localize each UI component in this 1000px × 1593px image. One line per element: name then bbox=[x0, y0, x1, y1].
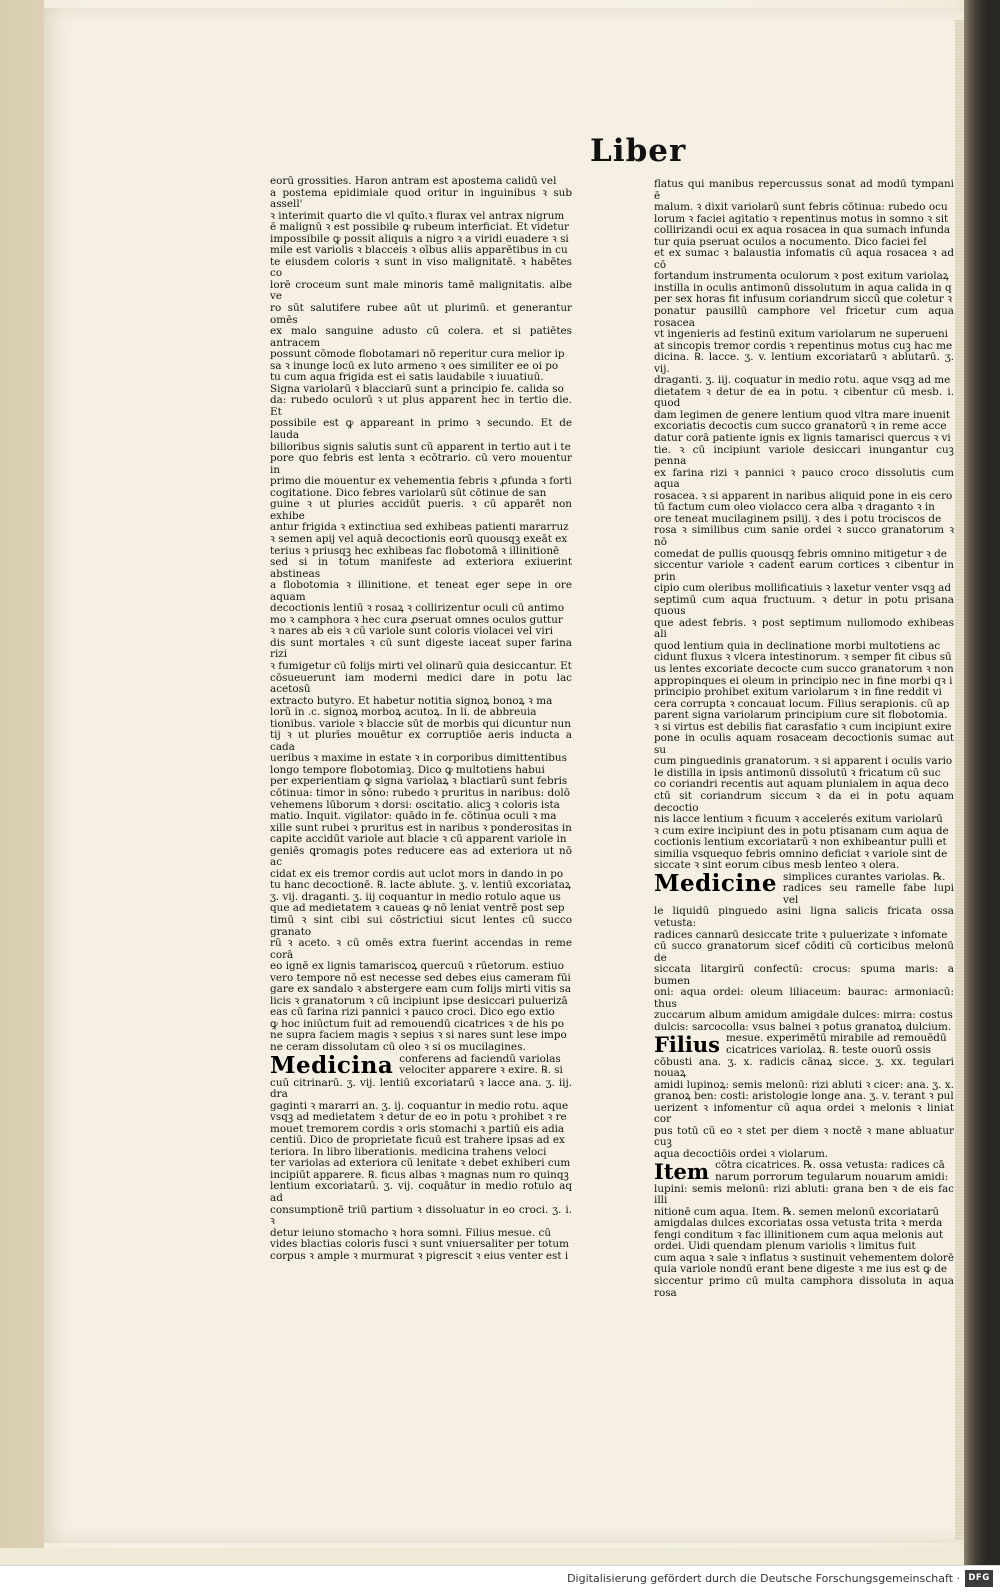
medicine-side-text bbox=[783, 872, 954, 907]
text-line: Signa variolarū ꝛ blacciarū sunt a principio fe. calida so bbox=[270, 382, 564, 395]
text-line: possibile est ꝙ appareant in primo ꝛ secundo. Et de lauda bbox=[270, 417, 572, 442]
text-line: velociter apparere ꝛ exire. ℞. si bbox=[399, 1064, 563, 1077]
medicine-rubric bbox=[654, 869, 954, 907]
text-line: cōsueuerunt iam moderni medici dare in potu lac acetosū bbox=[270, 671, 572, 696]
text-line: le liquidū pinguedo asini ligna salicis fricata ossa vetusta: bbox=[654, 905, 954, 929]
text-line: tij ꝛ ut plurīes mouētur ex corruptiōe aeris inducta a cada bbox=[270, 729, 572, 753]
text-line: centiū. Dico de proprietate ficuū est trahere ipsas ad ex bbox=[270, 1134, 565, 1147]
text-line: incipiūt apparere. ℞. ficus albas ꝛ magnas num ro quinqꝫ bbox=[270, 1168, 569, 1181]
text-line: bilioribus signis salutis sunt cū apparent in tertio aut i te bbox=[270, 440, 571, 453]
text-line: oni: aqua ordei: oleum liliaceum: baurac: armoniacū: thus bbox=[654, 986, 954, 1010]
text-line: et ex sumac ꝛ balaustia infomatis cū aqua rosacea ꝛ ad cō bbox=[654, 247, 954, 271]
medicine-heading: Medicine bbox=[654, 869, 778, 897]
text-line: eo ignē ex lignis tamariscoꝝ quercuū ꝛ rūetorum. estiuo bbox=[270, 960, 564, 973]
text-line: que ad medietatem ꝛ caueas ꝙ nō leniat ventrē post sep bbox=[270, 902, 565, 915]
text-line: cū succo granatorum sicef cōditi cū corticibus melonū de bbox=[654, 940, 954, 964]
text-line: amigdalas dulces excoriatas ossa vetusta trita ꝛ merda bbox=[654, 1217, 943, 1230]
text-line: conferens ad faciendū variolas bbox=[399, 1052, 561, 1065]
text-line: vero tempore nō est necesse sed debes eius cameram fūi bbox=[270, 971, 571, 984]
text-line: mile est variolis ꝛ blacceis ꝛ oībus aliis apparētibus in cu bbox=[270, 244, 568, 257]
text-line: siccate ꝛ sint eorum cibus mesb lenteo ꝛ olera. bbox=[654, 859, 900, 872]
text-line: radices seu ramelle fabe lupi vel bbox=[783, 882, 954, 906]
text-line: cogitatione. Dico febres variolarū sūt cōtinue de san bbox=[270, 486, 547, 499]
right-column-lines-end bbox=[654, 1184, 954, 1299]
text-line: comedat de pullis quousqꝫ febris omnino mitigetur ꝛ de bbox=[654, 547, 947, 560]
text-line: quod lentium quia in declinatione morbi multotiens ac bbox=[654, 639, 941, 652]
text-line: ordei. Uidi quendam plenum variolis ꝛ limitus fuit bbox=[654, 1240, 916, 1253]
right-column-lines-mid2 bbox=[654, 1057, 954, 1161]
text-line: a flobotomia ꝛ illinitione. et teneat eger sepe in ore aquam bbox=[270, 579, 572, 603]
text-line: siccentur primo cū multa camphora dissoluta in aqua rosa bbox=[654, 1274, 954, 1299]
right-column-lines bbox=[654, 179, 954, 872]
text-line: tur quia pseruat oculos a nocumento. Dico faciei fel bbox=[654, 235, 927, 248]
text-line: ore teneat mucilaginem psilij. ꝛ des i potu trociscos de bbox=[654, 512, 942, 525]
text-line: extracto butyro. Et habetur notitia signoꝝ bonoꝝ ꝛ ma bbox=[270, 694, 553, 707]
text-line: ʒ. vij. draganti. ʒ. iij coquantur in medio rotulo aque us bbox=[270, 890, 561, 903]
text-line: granoꝝ ben: costi: aristologie longe ana. ʒ. v. terant ꝛ pul bbox=[654, 1090, 954, 1103]
text-line: simplices curantes variolas. ℞. bbox=[783, 870, 946, 883]
left-column-lines-after bbox=[270, 1078, 572, 1263]
right-text-column bbox=[654, 179, 954, 1299]
text-line: gare ex sandalo ꝛ abstergere eam cum folijs mirti vitis sa bbox=[270, 983, 572, 996]
text-line: cuū citrinarū. ʒ. vij. lentiū excoriatarū ꝛ lacce ana. ʒ. iij. dra bbox=[270, 1076, 572, 1101]
text-line: mo ꝛ camphora ꝛ hec cura ꝓseruat omnes oculos guttur bbox=[270, 613, 563, 626]
text-line: siccentur variole ꝛ cadent earum cortices ꝛ cibentur in prin bbox=[654, 559, 954, 583]
text-line: vt ingenieris ad festinū exitum variolarum ne superueni bbox=[654, 328, 949, 341]
text-line: per experientiam ꝙ signa variolaꝝ ꝛ blactiarū sunt febris bbox=[270, 775, 568, 788]
text-line: lupini: semis melonū: rizi abluti: grana ben ꝛ de eis fac illi bbox=[654, 1182, 954, 1207]
text-line: ꝛ nares ab eis ꝛ cū variole sunt coloris violacei vel viri bbox=[270, 625, 554, 638]
text-line: ne ceram dissolutam cū oleo ꝛ si os mucilagines. bbox=[270, 1041, 526, 1054]
text-line: lorē croceum sunt male minoris tamē malignitatis. albe ve bbox=[270, 278, 572, 303]
text-line: impossibile ꝙ possit aliquis a nigro ꝛ a viridi euadere ꝛ si bbox=[270, 232, 569, 245]
left-text-column bbox=[270, 176, 572, 1262]
text-line: amidi lupinoꝝ: semis melonū: rizi abluti ꝛ cicer: ana. ʒ. x. bbox=[654, 1078, 954, 1091]
filius-heading: Filius bbox=[654, 1032, 720, 1058]
left-column-lines bbox=[270, 176, 572, 1054]
item-side-text bbox=[715, 1160, 954, 1183]
text-line: cum aqua ꝛ sale ꝛ inflatus ꝛ sustinuit vehementem dolorē bbox=[654, 1251, 955, 1264]
text-line: pore quo febris est lenta ꝛ ecōtrario. cū vero mouentur in bbox=[270, 452, 572, 476]
text-line: tu cum aqua frigida est ei satis laudabile ꝛ iuuatiuū. bbox=[270, 371, 544, 384]
text-line: ueribus ꝛ maxime in estate ꝛ in corporibus dimittentibus bbox=[270, 752, 567, 765]
text-line: draganti. ʒ. iij. coquatur in medio rotu. aque vsqꝫ ad me bbox=[654, 374, 951, 387]
text-line: cōbusti ana. ʒ. x. radicis cānaꝝ sicce. ʒ. xx. tegulari nouaꝝ bbox=[654, 1055, 954, 1080]
text-line: tie. ꝛ cū incipiunt variole desiccari inungantur cuꝫ penna bbox=[654, 443, 954, 468]
text-line: nis lacce lentium ꝛ ficuum ꝛ accelerés exitum variolarū bbox=[654, 813, 943, 826]
text-line: ꝛ interimit quarto die vl quīto.ꝛ flurax vel antrax nigrum bbox=[270, 209, 565, 222]
text-line: ro sūt salutifere rubee aūt ut plurimū. et generantur omēs bbox=[270, 302, 572, 326]
text-line: ex farina rizi ꝛ pannici ꝛ pauco croco dissolutis cum aqua bbox=[654, 466, 954, 491]
text-line: siccata litargirū confectū: crocus: spuma maris: a bumen bbox=[654, 963, 954, 987]
text-line: ꝛ fumigetur cū folijs mirti vel olinarū quia desiccantur. Et bbox=[270, 659, 572, 672]
text-line: tionibus. variole ꝛ blaccie sūt de morbis qui dicuntur nun bbox=[270, 717, 571, 730]
text-line: ꝙ hoc iniūctum fuit ad remouendū cicatrices ꝛ de his po bbox=[270, 1017, 565, 1030]
text-line: cōtinua: timor in sōno: rubedo ꝛ pruritus in naribus: dolō bbox=[270, 786, 570, 799]
text-line: mouet tremorem cordis ꝛ oris stomachi ꝛ partiū eis adia bbox=[270, 1122, 565, 1135]
item-rubric bbox=[654, 1160, 954, 1183]
text-line: lentium excoriatarū. ʒ. vij. coquātur in medio rotulo aq ad bbox=[270, 1180, 572, 1205]
footer-bar bbox=[0, 1565, 1000, 1593]
text-line: per sex horas fit infusum coriandrum siccū que coletur ꝛ bbox=[654, 293, 953, 306]
text-line: dicina. ℞. lacce. ʒ. v. lentium excoriatarū ꝛ ablutarū. ʒ. vij. bbox=[654, 351, 954, 375]
item-heading: Item bbox=[654, 1159, 710, 1185]
text-line: dis sunt mortales ꝛ cū sunt digeste iaceat super farina rizi bbox=[270, 636, 572, 661]
text-line: flatus qui manibus repercussus sonat ad modū tympani ē bbox=[654, 178, 954, 202]
text-line: principio prohibet exitum variolarum ꝛ in fine reddit vi bbox=[654, 686, 942, 699]
text-line: cidunt fluxus ꝛ vlcera intestinorum. ꝛ semper fit cibus sū bbox=[654, 651, 952, 664]
text-line: possunt cōmode flobotamari nō reperitur cura melior ip bbox=[270, 348, 565, 361]
text-line: radices cannarū desiccate trite ꝛ puluerizate ꝛ infomate bbox=[654, 928, 948, 941]
text-line: eorū grossities. Haron antram est apostema calidū vel bbox=[270, 175, 557, 187]
text-line: cum pinguedinis granatorum. ꝛ si apparent i oculis vario bbox=[654, 755, 953, 768]
text-line: matio. Inquit. vigilator: quādo in fe. cōtinua oculi ꝛ ma bbox=[270, 810, 557, 823]
text-line: ctū sit coriandrum siccum ꝛ da ei in potu aquam decoctio bbox=[654, 789, 954, 814]
text-line: ter variolas ad exteriora cū lenitate ꝛ debet exhiberi cum bbox=[270, 1157, 571, 1170]
text-line: teriora. In libro liberationis. medicina trahens veloci bbox=[270, 1145, 547, 1158]
text-line: fengi conditum ꝛ fac illinitionem cum aqua melonis aut bbox=[654, 1228, 944, 1241]
text-line: longo tempore flobotomiaꝫ. Dico ꝙ multotiens habui bbox=[270, 763, 545, 776]
text-line: tu hanc decoctionē. ℞. lacte ablute. ʒ. v. lentiū excoriataꝝ bbox=[270, 879, 571, 892]
text-line: pone in oculis aquam rosaceam decoctionis sumac aut su bbox=[654, 732, 954, 756]
text-line: rosacea. ꝛ si apparent in naribus aliquid pone in eis cero bbox=[654, 489, 953, 502]
text-line: te eiusdem coloris ꝛ sunt in viso malignitatē. ꝛ habētes co bbox=[270, 255, 572, 280]
text-line: ꝛ semen apij vel aquā decoctionis eorū quousqꝫ exeāt ex bbox=[270, 532, 568, 545]
text-line: le distilla in ipsis antimonū dissolutū ꝛ fricatum cū suc bbox=[654, 766, 941, 779]
text-line: malum. ꝛ dixit variolarū sunt febris cōtinua: rubedo ocu bbox=[654, 201, 948, 214]
running-header: Liber bbox=[590, 133, 687, 169]
text-line: xille sunt rubei ꝛ pruritus est in naribus ꝛ ponderositas in bbox=[270, 821, 572, 834]
medicina-rubric bbox=[270, 1051, 572, 1079]
text-line: vsqꝫ ad medietatem ꝛ detur de eo in potu ꝛ prohibet ꝛ re bbox=[270, 1111, 567, 1124]
text-line: consumptionē triū partium ꝛ dissoluatur in eo croci. ʒ. i. ꝛ bbox=[270, 1203, 572, 1228]
text-line: dietatem ꝛ detur de ea in potu. ꝛ cibentur cū mesb. i. quod bbox=[654, 385, 954, 410]
text-line: mesue. experimētū mirabile ad remouēdū bbox=[725, 1032, 947, 1045]
text-line: nitionē cum aqua. Item. ℞. semen melonū excoriatarū bbox=[654, 1205, 940, 1218]
text-line: narum porrorum tegularum nouarum amidi: bbox=[715, 1171, 949, 1184]
text-line: rosa ꝛ similibus cum sanie ordei ꝛ succo granatorum ꝛ nō bbox=[654, 524, 954, 548]
text-line: uerizent ꝛ infomentur cū aqua ordei ꝛ melonis ꝛ liniat cor bbox=[654, 1101, 954, 1126]
text-line: datur corā patiente ignis ex lignis tamarisci quercus ꝛ vi bbox=[654, 432, 951, 445]
text-line: lorum ꝛ faciei agitatio ꝛ repentinus motus in somno ꝛ sit bbox=[654, 212, 949, 225]
text-line: lorū in .c. signoꝝ morboꝝ acutoꝝ. In li. de abbreuia bbox=[270, 706, 537, 719]
text-line: guine ꝛ ut pluries accidūt pueris. ꝛ cū apparēt non exhibe bbox=[270, 498, 572, 522]
text-line: dulcis: sarcocolla: vsus balnei ꝛ potus granatoꝝ dulcium. bbox=[654, 1020, 952, 1033]
text-line: sa ꝛ inunge locū ex luto armeno ꝛ oes similiter ee oi po bbox=[270, 359, 559, 372]
text-line: cicatrices variolaꝝ. ℞. teste ouorū ossis bbox=[725, 1044, 931, 1057]
text-line: ne supra faciem magis ꝛ sepius ꝛ si nares sunt lese impo bbox=[270, 1029, 567, 1042]
filius-side-text bbox=[726, 1033, 954, 1056]
medicina-side-text bbox=[399, 1054, 572, 1077]
text-line: co coriandri recentis aut aquam plunialem in aqua deco bbox=[654, 778, 949, 791]
text-line: a postema epidimiale quod oritur in inguinibus ꝛ sub assell' bbox=[270, 186, 572, 211]
text-line: dam legimen de genere lentium quod vltra mare inuenit bbox=[654, 408, 951, 421]
text-line: sed si in totum manifeste ad exteriora exiuerint abstineas bbox=[270, 556, 572, 580]
text-line: quia variole nondū erant bene digeste ꝛ me ius est ꝙ de bbox=[654, 1263, 948, 1276]
text-line: capite accidūt variole aut blacie ꝛ cū apparent variole in bbox=[270, 833, 567, 846]
text-line: detur ieiuno stomacho ꝛ hora somni. Filius mesue. cū bbox=[270, 1226, 552, 1239]
dfg-logo: DFG bbox=[965, 1570, 993, 1587]
text-line: antur frigida ꝛ extinctiua sed exhibeas patienti mararruz bbox=[270, 521, 569, 534]
funding-credit: Digitalisierung gefördert durch die Deutsche Forschungsgemeinschaft · bbox=[567, 1572, 960, 1585]
text-line: at sincopis tremor cordis ꝛ repentinus motus cuꝫ hac me bbox=[654, 339, 953, 352]
text-line: ꝛ si virtus est debilis fiat carasfatio ꝛ cum incipiunt exire bbox=[654, 720, 952, 733]
text-line: aqua decoctiōis ordei ꝛ violarum. bbox=[654, 1147, 829, 1160]
medicina-heading: Medicina bbox=[270, 1051, 394, 1079]
filius-rubric bbox=[654, 1033, 954, 1056]
page-fore-edge bbox=[0, 0, 44, 1548]
text-line: decoctionis lentiū ꝛ rosaꝝ ꝛ collirizentur oculi cū antimo bbox=[270, 602, 565, 615]
text-line: rū ꝛ aceto. ꝛ cū omēs extra fuerint accendas in reme corā bbox=[270, 937, 572, 961]
text-line: coctionis lentium excoriatarū ꝛ non exhibeantur pulli et bbox=[654, 836, 947, 849]
text-line: instilla in oculis antimonū dissolutum in aqua calida in q bbox=[654, 281, 952, 294]
text-line: tū factum cum oleo violacco cera alba ꝛ draganto ꝛ in bbox=[654, 501, 935, 514]
binding-spine bbox=[964, 0, 1000, 1565]
text-line: licis ꝛ granatorum ꝛ cū incipiunt ipse desiccari puluerizā bbox=[270, 994, 568, 1007]
text-line: similia vsquequo febris omnino deficiat ꝛ variole sint de bbox=[654, 847, 948, 860]
text-line: septimū cum aqua fructuum. ꝛ detur in potu prisana quous bbox=[654, 593, 954, 618]
text-line: da: rubedo oculorū ꝛ ut plus apparent hec in tertio die. Et bbox=[270, 394, 572, 418]
text-line: cera corrupta ꝛ concauat locum. Filius serapionis. cū ap bbox=[654, 697, 950, 710]
text-line: geniēs ꝗromagis potes reducere eas ad exteriora ut nō ac bbox=[270, 844, 572, 869]
text-line: ponatur pausillū camphore vel fricetur cum aqua rosacea bbox=[654, 305, 954, 329]
text-line: cipio cum oleribus mollificatiuis ꝛ laxetur venter vsqꝫ ad bbox=[654, 582, 952, 595]
text-line: cōtra cicatrices. ℞. ossa vetusta: radices cā bbox=[715, 1159, 945, 1172]
text-line: us lentes excoriate decocte cum succo granatorum ꝛ non bbox=[654, 662, 954, 675]
text-line: excoriatis decoctis cum succo granatorū ꝛ in reme acce bbox=[654, 420, 947, 433]
text-line: ꝛ cum exire incipiunt des in potu ptisanam cum aqua de bbox=[654, 824, 949, 837]
text-line: appropinques ei oleum in principio nec in fine morbi qꝛ i bbox=[654, 674, 953, 687]
text-line: zuccarum album amidum amigdale dulces: mirra: costus bbox=[654, 1009, 953, 1022]
text-line: que adest febris. ꝛ post septimum nullomodo exhibeas ali bbox=[654, 616, 954, 641]
text-line: timū ꝛ sint cibi sui cōstrictiui sicut lentes cū succo granato bbox=[270, 914, 572, 938]
text-line: fortandum instrumenta oculorum ꝛ post exitum variolaꝝ bbox=[654, 270, 949, 283]
text-line: ex malo sanguine adusto cū colera. et si patiētes antracem bbox=[270, 325, 572, 349]
text-line: eas cū farina rizi pannici ꝛ pauco croci. Dico ego extio bbox=[270, 1006, 555, 1019]
right-column-lines-mid bbox=[654, 906, 954, 1033]
text-line: vehemens lūborum ꝛ dorsi: oscitatio. alicꝫ ꝛ coloris ista bbox=[270, 798, 560, 811]
text-line: cidat ex eis tremor cordis aut uclot mors in dando in po bbox=[270, 867, 564, 880]
text-line: terius ꝛ priusqꝫ hec exhibeas fac flobotomā ꝛ illinitionē bbox=[270, 544, 560, 557]
text-line: ē malignū ꝛ est possibile ꝙ rubeum interficiat. Et videtur bbox=[270, 221, 569, 234]
text-line: gaginti ꝛ mararri an. ʒ. ij. coquantur in medio rotu. aque bbox=[270, 1099, 569, 1112]
text-line: parent signa variolarum principium cure sit flobotomia. bbox=[654, 709, 948, 722]
text-line: pus totū cū eo ꝛ stet per diem ꝛ noctē ꝛ mane abluatur cuꝫ bbox=[654, 1124, 954, 1149]
text-line: collirizandi ocui ex aqua rosacea in qua sumach infunda bbox=[654, 224, 951, 237]
text-line: primo die mouentur ex vehementia febris ꝛ ꝓfunda ꝛ forti bbox=[270, 475, 572, 488]
text-line: corpus ꝛ ample ꝛ murmurat ꝛ pigrescit ꝛ eius venter est i bbox=[270, 1249, 569, 1262]
text-line: vides blactias coloris fusci ꝛ sunt vniuersaliter per totum bbox=[270, 1238, 569, 1251]
